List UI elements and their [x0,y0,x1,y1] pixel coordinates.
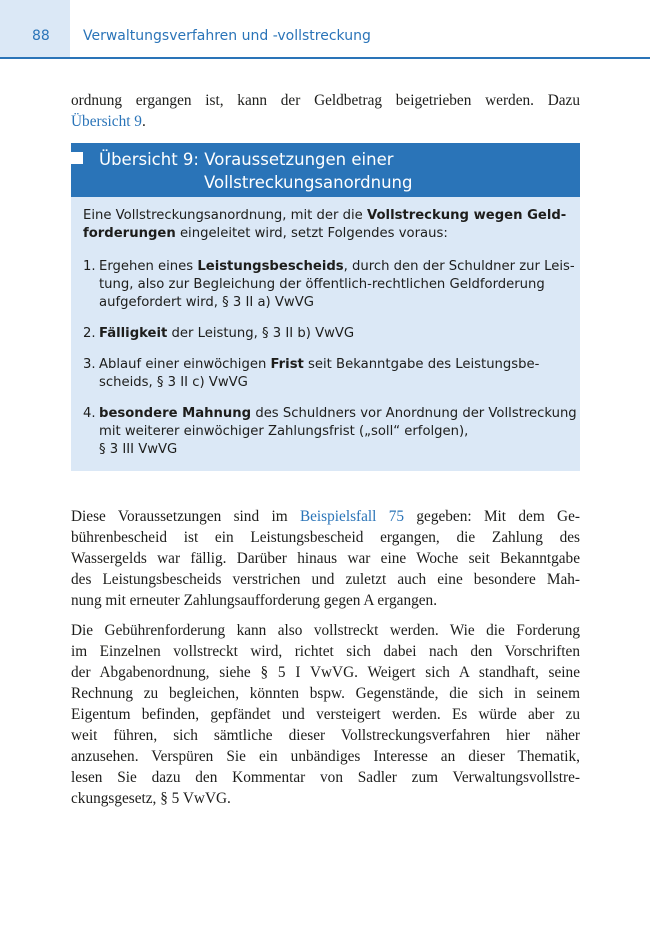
text-line: Rechnung zu begleichen, könnten bspw. Gegenstände, die sich in seinem [71,685,580,702]
item-text: , durch den der Schuldner zur Leis- [343,259,575,274]
text-line: anzusehen. Verspüren Sie ein unbändiges Interesse an dieser Thematik, [71,748,580,765]
intro-text: eingeleitet wird, setzt Folgendes voraus: [175,226,448,241]
text-line: ordnung ergangen ist, kann der Geldbetrag beigetrieben werden. Dazu [71,92,580,109]
overview-link[interactable]: Übersicht 9 [71,113,142,130]
intro-bold: Vollstreckung wegen Geld- [367,208,567,223]
item-text: Ablauf einer einwöchigen [99,357,271,372]
text-line: im Einzelnen vollstreckt wird, richtet sich dabei nach den Vorschriften [71,643,580,660]
text-line: Die Gebührenforderung kann also vollstreckt werden. Wie die Forderung [71,622,580,639]
item-bold: besondere Mahnung [99,406,252,421]
text-line: ckungsgesetz, § 5 VwVG. [71,790,231,807]
item-line: scheids, § 3 II c) VwVG [99,375,248,390]
text-line [71,111,580,132]
text-line: des Leistungsbescheids verstrichen und zuletzt auch eine besondere Mah- [71,571,580,588]
square-bullet-icon [71,152,83,164]
overview-body [83,207,577,459]
text-span: Diese Voraussetzungen sind im [71,508,300,525]
intro-line [83,207,571,225]
item-text: Ergehen eines [99,259,198,274]
item-line [99,405,577,423]
item-line: tung, also zur Begleichung der öffentlich-rechtlichen Geldforderung [99,277,545,292]
overview-box [71,143,580,471]
overview-intro [83,207,571,243]
text-span: gegeben: Mit dem Ge- [404,508,580,525]
intro-line [83,225,571,243]
text-line: weit führen, sich sämtliche dieser Vollstreckungsverfahren hier näher [71,727,580,744]
item-line [99,356,571,374]
text-line: lesen Sie dazu den Kommentar von Sadler zum Verwaltungsvollstre- [71,769,580,786]
item-text: der Leistung, § 3 II b) VwVG [167,326,355,341]
text-line: Eigentum befinden, gepfändet und versteigert werden. Es würde aber zu [71,706,580,723]
punctuation: . [141,113,146,130]
overview-title-line2: Vollstreckungsanordnung [204,173,413,192]
page-number: 88 [32,28,50,44]
list-item [83,405,577,459]
item-number: 1. [83,259,96,274]
page-number-box [0,0,70,57]
item-line: mit weiterer einwöchiger Zahlungsfrist („soll“ erfolgen), [99,424,469,439]
item-number: 4. [83,406,96,421]
item-bold: Fälligkeit [99,326,168,341]
item-number: 3. [83,357,96,372]
text-line: nung mit erneuter Zahlungsaufforderung gegen A ergangen. [71,592,438,609]
item-line [99,258,575,276]
paragraph-example [71,506,580,611]
overview-header [71,143,580,197]
example-link[interactable]: Beispielsfall 75 [299,508,405,525]
item-bold: Frist [270,357,304,372]
intro-bold: forderungen [83,226,176,241]
paragraph-enforcement [71,620,580,809]
item-text: des Schuldners vor Anordnung der Vollstreckung [251,406,577,421]
item-bold: Leistungsbescheids [197,259,344,274]
running-title: Verwaltungsverfahren und -vollstreckung [83,28,371,44]
overview-title-line1: Übersicht 9: Voraussetzungen einer [99,150,394,169]
list-item [83,356,571,392]
item-line: aufgefordert wird, § 3 II a) VwVG [99,295,314,310]
intro-text: Eine Vollstreckungsanordnung, mit der die [83,208,367,223]
text-line [71,506,580,527]
paragraph-intro [71,90,580,132]
list-item [83,325,571,343]
item-text: seit Bekanntgabe des Leistungsbe- [303,357,540,372]
text-line: der Abgabenordnung, siehe § 5 I VwVG. Weigert sich A standhaft, seine [71,664,580,681]
list-item [83,258,575,312]
item-line: § 3 III VwVG [99,442,178,457]
text-line: Wassergelds war fällig. Darüber hinaus war eine Woche seit Bekanntgabe [71,550,580,567]
item-number: 2. [83,326,96,341]
text-line: bührenbescheid ist ein Leistungsbescheid ergangen, die Zahlung des [71,529,580,546]
header-rule [0,57,650,59]
item-line [99,325,571,343]
